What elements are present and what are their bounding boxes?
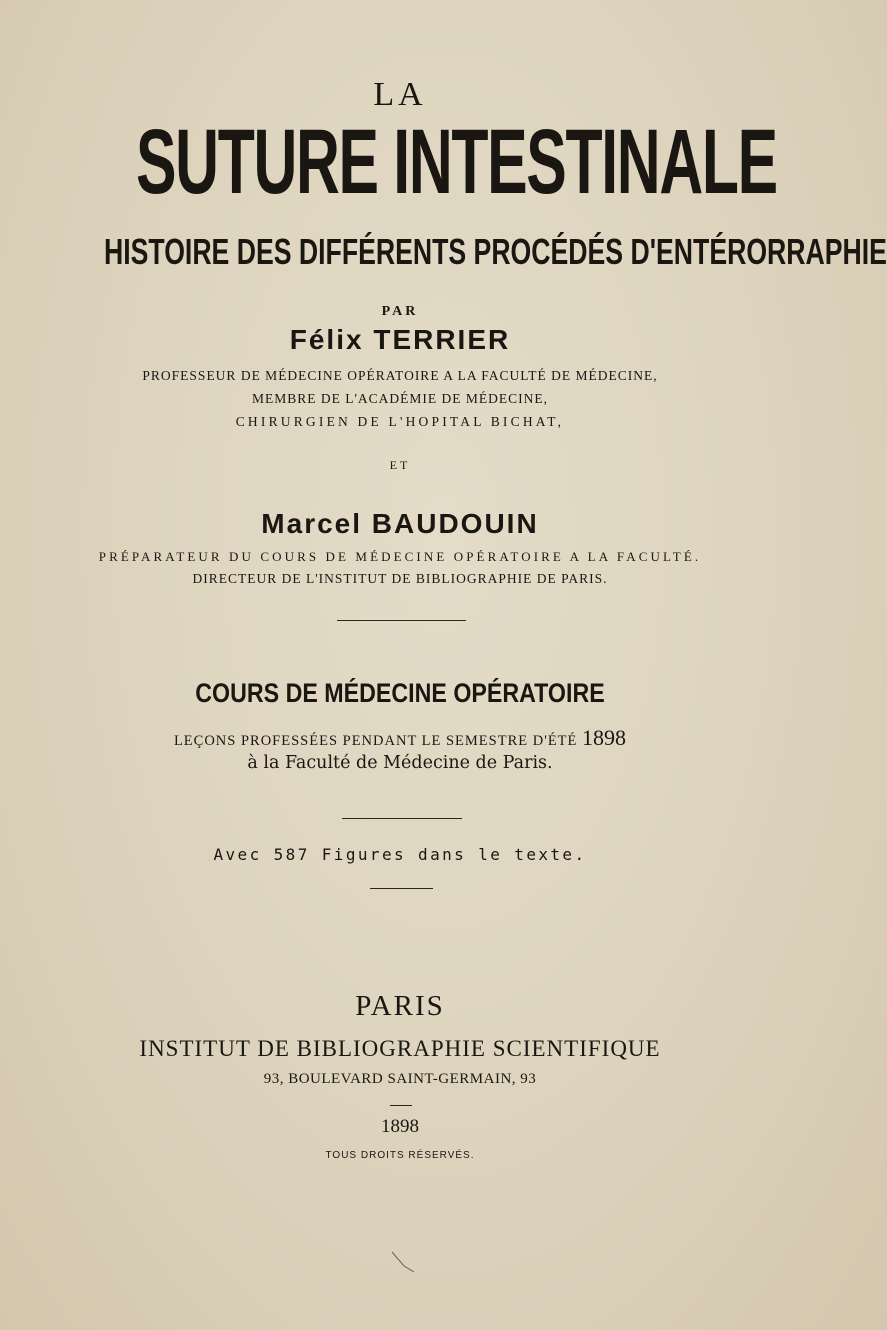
divider [337,620,466,621]
publisher: INSTITUT DE BIBLIOGRAPHIE SCIENTIFIQUE [139,1036,661,1061]
conjunction: ET [389,458,411,472]
author-terrier: Félix TERRIER [289,324,511,355]
author-baudouin: Marcel BAUDOUIN [261,508,539,539]
divider [390,1105,412,1106]
city: PARIS [355,990,445,1022]
divider [342,818,462,819]
by-label: PAR [381,304,419,319]
faculty-line: à la Faculté de Médecine de Paris. [247,753,553,773]
subtitle: HISTOIRE DES DIFFÉRENTS PROCÉDÉS D'ENTÉRORRAPHIE [104,231,887,272]
author-baudouin-role: DIRECTEUR DE L'INSTITUT DE BIBLIOGRAPHIE DE PARIS. [192,571,608,586]
main-title: SUTURE INTESTINALE [136,111,777,213]
rights-notice: TOUS DROITS RÉSERVÉS. [325,1150,475,1161]
pencil-mark-icon [390,1248,416,1274]
divider [370,888,433,889]
lectures-line [0,725,800,751]
publisher-address: 93, BOULEVARD SAINT-GERMAIN, 93 [263,1071,537,1087]
author-terrier-role: PROFESSEUR DE MÉDECINE OPÉRATOIRE A LA FACULTÉ DE MÉDECINE, [142,368,658,383]
author-terrier-role: CHIRURGIEN DE L'HOPITAL BICHAT, [235,414,565,429]
figures-line: Avec 587 Figures dans le texte. [213,845,587,864]
author-terrier-role: MEMBRE DE L'ACADÉMIE DE MÉDECINE, [251,391,549,406]
author-baudouin-role: PRÉPARATEUR DU COURS DE MÉDECINE OPÉRATOIRE A LA FACULTÉ. [98,549,702,564]
course-title: COURS DE MÉDECINE OPÉRATOIRE [195,678,605,708]
lectures-text: LEÇONS PROFESSÉES PENDANT LE SEMESTRE D'ÉTÉ [173,733,578,749]
lectures-year: 1898 [582,725,627,750]
publication-year: 1898 [381,1116,419,1137]
title-article: LA [373,76,427,113]
